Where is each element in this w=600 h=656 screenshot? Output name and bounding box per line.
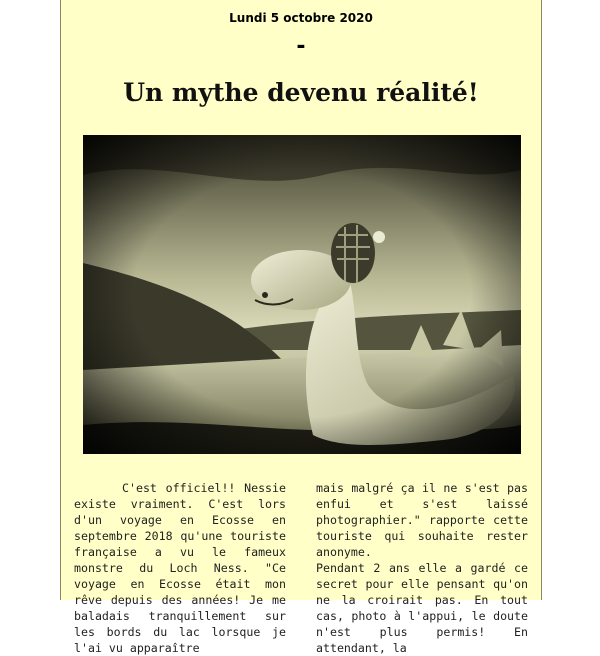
article-paragraph-1: C'est officiel!! Nessie existe vraiment. C'est lors d'un voyage en Ecosse en septembre 2018 qu'une touriste française a vu le fameux monstre du Loch Ness. "Ce voyage en Ecosse était mon rêve depuis des années! Je me baladais tranquillement sur les bords du lac lorsque je l'ai vu apparaître: [74, 481, 286, 655]
article-headline: Un mythe devenu réalité!: [123, 78, 479, 107]
title-separator: -: [296, 34, 306, 59]
article-column-right: [316, 480, 528, 656]
article-paragraph-1-continued: mais malgré ça il ne s'est pas enfui et s'est laissé photographier." rapporte cette touriste qui souhaite rester anonyme.: [316, 481, 528, 559]
photo-vignette: [83, 135, 521, 454]
article-column-left: [74, 480, 286, 656]
article-date: Lundi 5 octobre 2020: [229, 11, 373, 25]
article-paragraph-2: Pendant 2 ans elle a gardé ce secret pour elle pensant qu'on ne la croirait pas. En tout cas, photo à l'appui, le doute n'est plus permis! En attendant, la: [316, 561, 528, 655]
newspaper-page: [60, 0, 542, 655]
nessie-photo: [83, 135, 521, 454]
